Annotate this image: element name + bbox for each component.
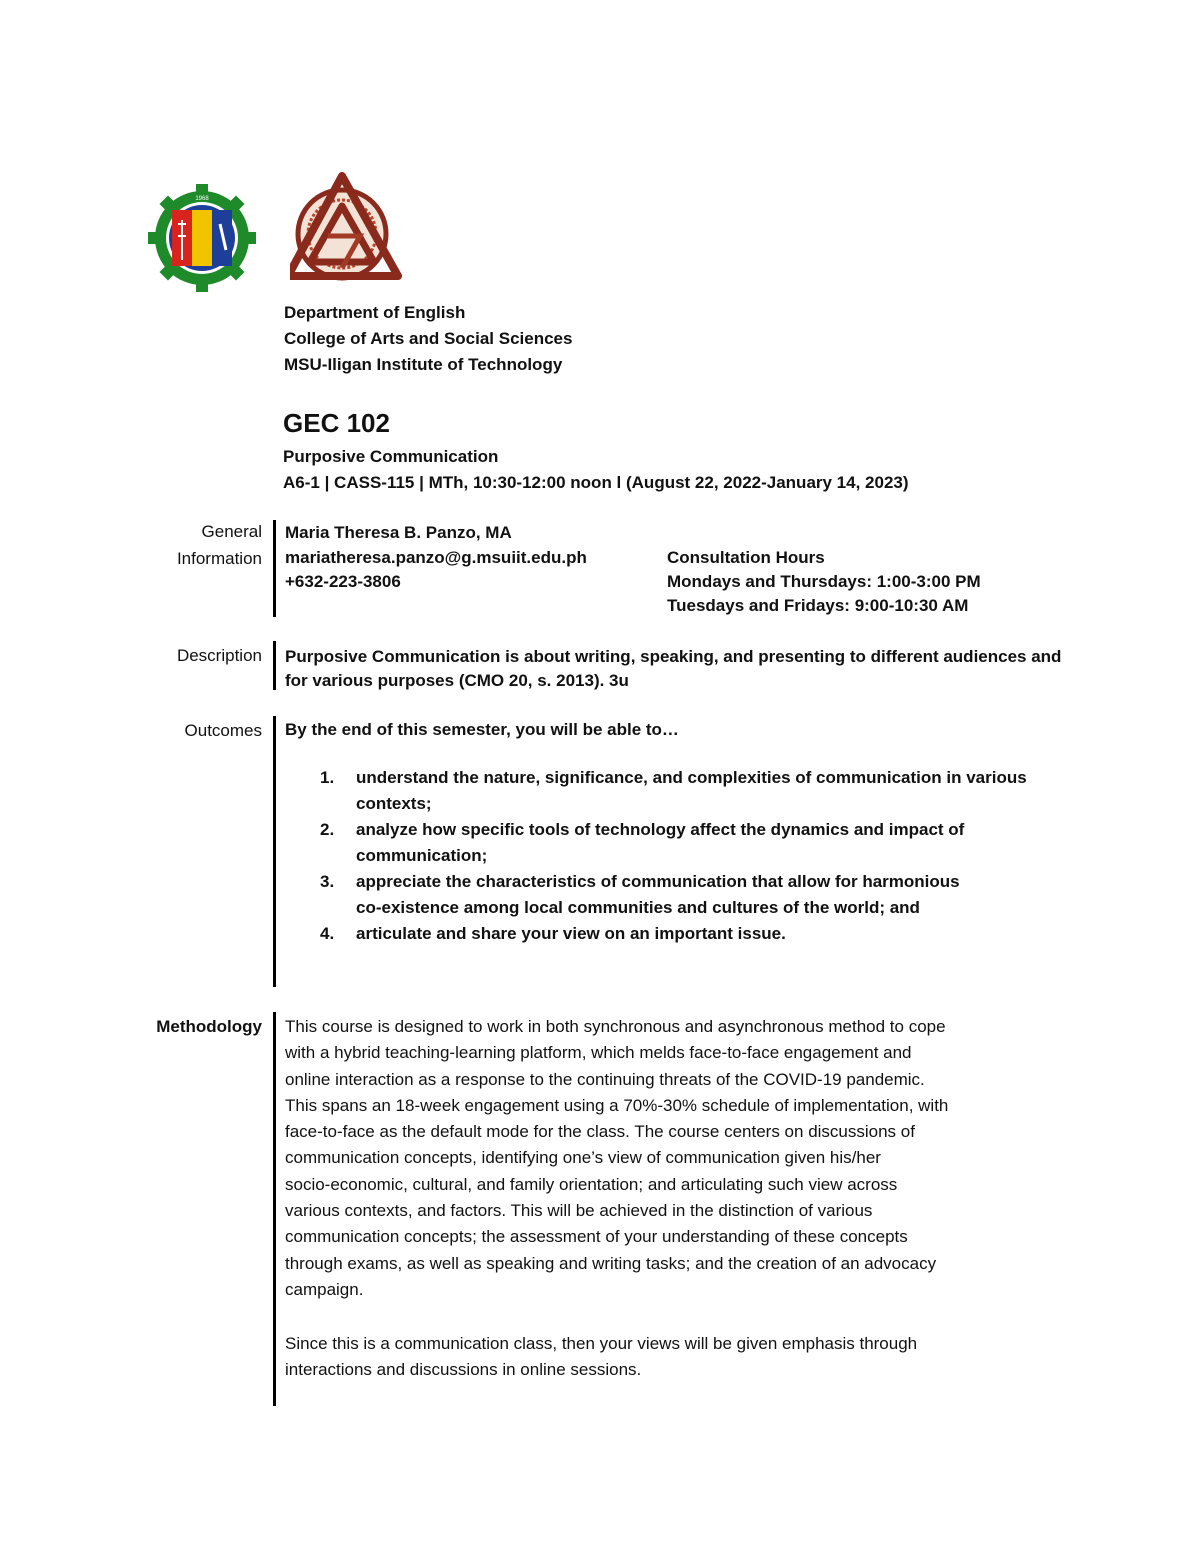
- description-line-2: for various purposes (CMO 20, s. 2013). 3u: [285, 671, 629, 690]
- section-divider: [273, 1012, 276, 1406]
- general-info-label-1: General: [201, 522, 262, 541]
- list-item-line: communication;: [356, 846, 488, 865]
- methodology-line: This course is designed to work in both synchronous and asynchronous method to cope: [285, 1017, 946, 1036]
- course-code: GEC 102: [283, 408, 390, 438]
- methodology-line: interactions and discussions in online sessions.: [285, 1360, 642, 1380]
- outcomes-list: [285, 765, 1045, 947]
- cass-logo: [290, 172, 402, 284]
- list-item-line: understand the nature, significance, and complexities of communication in various: [356, 768, 1027, 787]
- methodology-line: with a hybrid teaching-learning platform, which melds face-to-face engagement and: [285, 1043, 912, 1063]
- list-item: [285, 817, 1045, 869]
- methodology-line: various contexts, and factors. This will be achieved in the distinction of various: [285, 1201, 873, 1221]
- instructor-name: Maria Theresa B. Panzo, MA: [285, 523, 512, 542]
- consultation-title: Consultation Hours: [667, 548, 825, 567]
- list-number: 1.: [320, 768, 335, 787]
- consultation-line-1: Mondays and Thursdays: 1:00-3:00 PM: [667, 572, 981, 591]
- list-item: [285, 869, 1045, 921]
- section-divider: [273, 641, 276, 690]
- methodology-line: communication concepts, identifying one’s view of communication given his/her: [285, 1148, 881, 1168]
- methodology-line: This spans an 18-week engagement using a 70%-30% schedule of implementation, with: [285, 1095, 949, 1115]
- svg-text:1968: 1968: [195, 196, 209, 202]
- methodology-line: socio-economic, cultural, and family orientation; and articulating such view across: [285, 1174, 898, 1194]
- methodology-line: face-to-face as the default mode for the class. The course centers on discussions of: [285, 1122, 915, 1142]
- instructor-phone: +632-223-3806: [285, 572, 401, 591]
- list-item-line: appreciate the characteristics of communication that allow for harmonious: [356, 872, 960, 891]
- methodology-paragraph-2: [285, 1331, 1065, 1384]
- consultation-line-2: Tuesdays and Fridays: 9:00-10:30 AM: [667, 596, 969, 615]
- methodology-line: through exams, as well as speaking and writing tasks; and the creation of an advocacy: [285, 1253, 937, 1273]
- methodology-line: Since this is a communication class, then your views will be given emphasis through: [285, 1334, 918, 1353]
- outcomes-intro: By the end of this semester, you will be able to…: [285, 720, 679, 739]
- list-item: [285, 765, 1045, 817]
- list-number: 3.: [320, 872, 335, 891]
- list-item-line: analyze how specific tools of technology affect the dynamics and impact of: [356, 820, 965, 839]
- methodology-line: campaign.: [285, 1279, 364, 1299]
- list-item: [285, 921, 1045, 947]
- department-name: Department of English: [284, 303, 466, 322]
- description-line-1: Purposive Communication is about writing, speaking, and presenting to different audiences and: [285, 647, 1062, 666]
- list-number: 2.: [320, 820, 335, 839]
- list-item-line: co-existence among local communities and cultures of the world; and: [356, 898, 920, 917]
- methodology-label: Methodology: [156, 1017, 262, 1036]
- list-item-line: articulate and share your view on an important issue.: [356, 924, 786, 943]
- instructor-email: mariatheresa.panzo@g.msuiit.edu.ph: [285, 548, 587, 567]
- list-number: 4.: [320, 924, 335, 943]
- general-info-label-2: Information: [176, 549, 262, 568]
- description-label: Description: [176, 646, 262, 665]
- methodology-line: communication concepts; the assessment of your understanding of these concepts: [285, 1227, 908, 1247]
- msu-iit-seal-logo: [148, 184, 256, 292]
- methodology-line: online interaction as a response to the continuing threats of the COVID-19 pandemic.: [285, 1069, 925, 1089]
- course-title: Purposive Communication: [283, 447, 499, 466]
- course-schedule: A6-1 | CASS-115 | MTh, 10:30-12:00 noon l (August 22, 2022-January 14, 2023): [283, 473, 909, 492]
- section-divider: [273, 716, 276, 987]
- list-item-line: contexts;: [356, 794, 432, 813]
- section-divider: [273, 520, 276, 617]
- outcomes-label: Outcomes: [184, 721, 262, 740]
- methodology-paragraph-1: [285, 1014, 1065, 1303]
- college-name: College of Arts and Social Sciences: [284, 329, 573, 348]
- institute-name: MSU-Iligan Institute of Technology: [284, 355, 563, 374]
